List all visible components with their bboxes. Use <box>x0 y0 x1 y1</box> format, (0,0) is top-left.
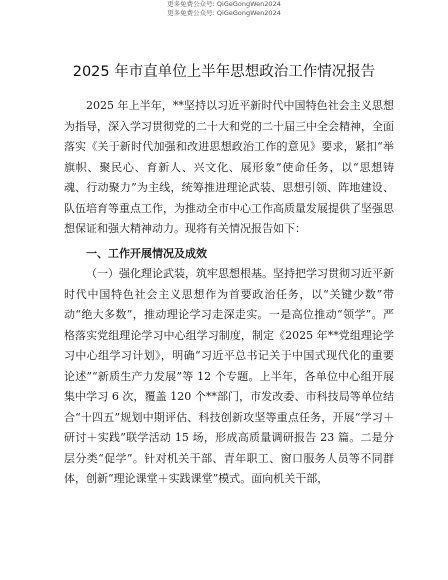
section-heading-1: 一、工作开展情况及成效 <box>86 246 207 260</box>
watermark-line-2: 更多免费公众号: QiGeGongWen2024 <box>167 9 281 17</box>
intro-paragraph: 2025 年上半年，**坚持以习近平新时代中国特色社会主义思想为指导，深入学习贯彻党的二十大和党的二十届三中全会精神，全面落实《关于新时代加强和改进思想政治工作的意见》要求，紧扣“举旗帜、聚民心、育新人、兴文化、展形象”使命任务，以“思想铸魂、行动聚力”为主线，统筹推进理论武装、思想引领、阵地建设、队伍培育等重点工作，为推动全市中心工作高质量发展提供了坚强思想保证和强大精神动力。现将有关情况报告如下： <box>64 99 394 235</box>
document-body <box>64 96 394 490</box>
section-1-paragraph: （一）强化理论武装，筑牢思想根基。坚持把学习贯彻习近平新时代中国特色社会主义思想作为首要政治任务，以“关键少数”带动“绝大多数”，推动理论学习走深走实。一是高位推动“领学”。严格落实党组理论学习中心组学习制度，制定《2025 年**党组理论学习中心组学习计划》，明确“习近平总书记关于中国式现代化的重要论述”“新质生产力发展”等 12 个专题。上半年，各单位中心组开展集中学习 6 次，覆盖 120 个**部门，市发改委、市科技局等单位结合“十四五”规划中期评估、科技创新攻坚等重点任务，开展“学习＋研讨＋实践”联学活动 15 场，形成高质量调研报告 23 篇。二是分层分类“促学”。针对机关干部、青年职工、窗口服务人员等不同群体，创新“理论课堂＋实践课堂”模式。面向机关干部， <box>64 267 394 485</box>
watermark-line-1: 更多免费公众号: QiGeGongWen2024 <box>167 0 281 8</box>
document-title: 2025 年市直单位上半年思想政治工作情况报告 <box>72 64 376 80</box>
